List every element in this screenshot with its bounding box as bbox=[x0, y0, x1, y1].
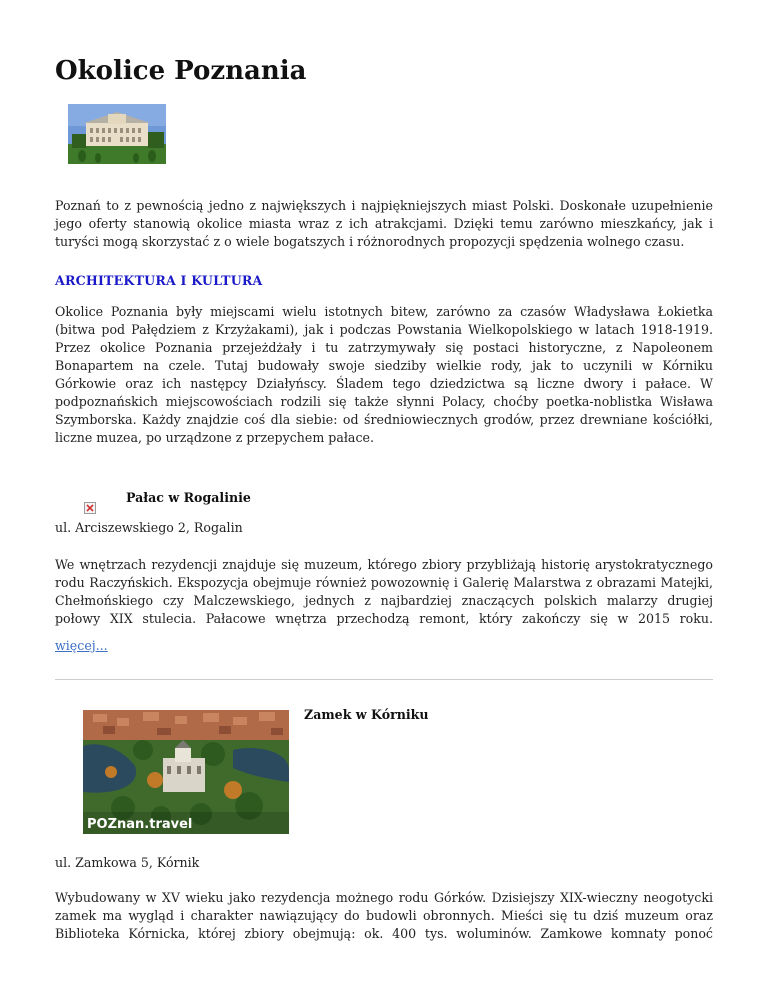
more-link-rogalin[interactable]: więcej... bbox=[55, 638, 108, 653]
broken-image-icon bbox=[84, 499, 96, 511]
item-address-kornik: ul. Zamkowa 5, Kórnik bbox=[55, 855, 200, 870]
page-title: Okolice Poznania bbox=[55, 56, 307, 86]
intro-paragraph: Poznań to z pewnością jedno z największych i najpiękniejszych miast Polski. Doskonałe uzupełnienie jego oferty stanowią okolice miasta wraz z ich atrakcjami. Dzięki temu zarówno mieszkańcy, jak i turyści mogą skorzystać z o wiele bogatszych i różnorodnych propozycji spędzenia wolnego czasu. bbox=[55, 198, 713, 249]
item-description-kornik: Wybudowany w XV wieku jako rezydencja możnego rodu Górków. Dzisiejszy XIX-wieczny neogotycki zamek ma wygląd i charakter nawiązujący do budowli obronnych. Mieści się tu dziś muzeum oraz Biblioteka Kórnicka, której zbiory obejmują: ok. 400 tys. woluminów. Zamkowe komnaty ponoć bbox=[55, 890, 713, 941]
image-watermark: POZnan.travel bbox=[87, 817, 193, 832]
castle-thumbnail bbox=[83, 710, 289, 834]
item-address-rogalin: ul. Arciszewskiego 2, Rogalin bbox=[55, 520, 243, 535]
item-title-kornik: Zamek w Kórniku bbox=[304, 707, 429, 722]
item-description-rogalin: We wnętrzach rezydencji znajduje się muzeum, którego zbiory przybliżają historię arystokratycznego rodu Raczyńskich. Ekspozycja obejmuje również powozownię i Galerię Malarstwa z obrazami Matejki, Chełmońskiego czy Malczewskiego, jednych z najbardziej znaczących polskich malarzy drugiej połowy XIX stulecia. Pałacowe wnętrza przechodzą remont, który zakończy się w 2015 roku. bbox=[55, 557, 713, 626]
divider bbox=[55, 679, 713, 680]
item-title-rogalin: Pałac w Rogalinie bbox=[126, 490, 251, 505]
palace-thumbnail bbox=[68, 104, 166, 164]
section-heading[interactable]: ARCHITEKTURA I KULTURA bbox=[55, 273, 263, 288]
section-paragraph: Okolice Poznania były miejscami wielu istotnych bitew, zarówno za czasów Władysława Łokietka (bitwa pod Pałędziem z Krzyżakami), jak i podczas Powstania Wielkopolskiego w latach 1918-1919. Przez okolice Poznania przejeżdżały i tu zatrzymywały się postaci historyczne, z Napoleonem Bonapartem na czele. Tutaj budowały swoje siedziby wielkie rody, jak to uczynili w Kórniku Górkowie oraz ich następcy Działyńscy. Śladem tego dziedzictwa są liczne dwory i pałace. W podpoznańskich miejscowościach rodzili się także słynni Polacy, choćby poetka-noblistka Wisława Szymborska. Każdy znajdzie coś dla siebie: od średniowiecznych grodów, przez drewniane kościółki, liczne muzea, po urządzone z przepychem pałace. bbox=[55, 304, 713, 445]
